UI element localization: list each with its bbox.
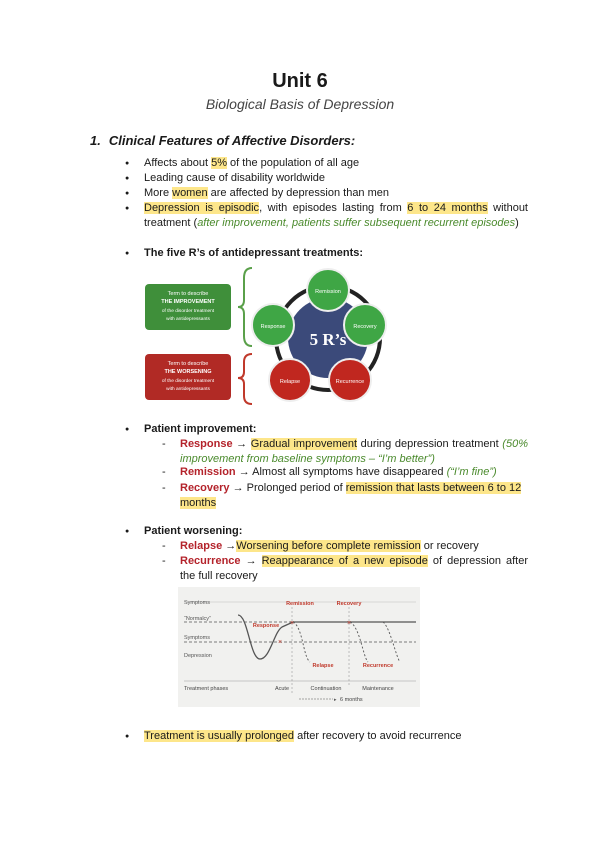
list-item: ● Depression is episodic, with episodes lasting from 6 to 24 months without treatment (after improvement, patients suffer subsequent recurrent episodes) [144,201,528,231]
list-item: ● Affects about 5% of the population of all age [144,156,528,171]
worsening-box-line: with antidepressants [166,387,210,392]
improvement-box-line: of the disorder treatment [161,309,215,314]
worsening-box-line: Term to describe [167,361,209,367]
diagram-label-relapse: Relapse [312,663,334,669]
phase-label: Acute [274,686,290,692]
response-circle-label: Response [260,324,286,330]
list-item: ● Leading cause of disability worldwide [144,171,528,186]
list-item: - Recovery → Prolonged period of remission that lasts between 6 to 12 months [180,481,528,511]
list-item: ● The five R’s of antidepressant treatments: [144,246,528,261]
list-item: ● Patient worsening: [144,524,528,539]
phase-label: Continuation [310,686,342,692]
row-label: Depression [184,653,212,659]
remission-circle-label: Remission [315,289,341,295]
list-item: ● More women are affected by depression than men [144,186,528,201]
recovery-circle-label: Recovery [353,324,377,330]
worsening-box-line: of the disorder treatment [161,379,215,384]
list-item: ● Treatment is usually prolonged after recovery to avoid recurrence [144,729,528,744]
relapse-circle-label: Relapse [279,379,301,385]
page-title: Unit 6 [272,70,328,92]
worsening-box-line: THE WORSENING [164,369,212,375]
recovery-marker: × [346,620,352,627]
center-label: 5 R’s [309,330,347,349]
phase-label: Maintenance [362,686,394,692]
improvement-box-line: THE IMPROVEMENT [161,299,215,305]
diagram-label-remission: Remission [286,601,314,607]
improvement-box-line: with antidepressants [166,317,210,322]
arrow-glyph: ▸ [334,697,337,703]
section-heading: 1. Clinical Features of Affective Disorders: [90,133,356,148]
row-label: Symptoms [184,635,210,641]
diagram-label-recovery: Recovery [336,601,362,607]
list-item: - Remission → Almost all symptoms have disappeared (“I’m fine”) [180,465,528,480]
five-rs-diagram [140,262,440,412]
list-item: - Recurrence → Reappearance of a new episode of depression after the full recovery [180,554,528,584]
improvement-box-line: Term to describe [167,291,209,297]
recurrence-circle-label: Recurrence [335,379,365,385]
page-subtitle: Biological Basis of Depression [205,96,395,112]
row-label: “Normalcy” [184,616,211,622]
treatment-phases-diagram [178,587,420,707]
remission-marker: × [289,620,295,627]
improvement-brace [238,268,252,346]
response-marker: × [277,639,283,646]
diagram-label-response: Response [252,623,280,629]
list-item: ● Patient improvement: [144,422,528,437]
list-item: - Relapse →Worsening before complete remission or recovery [180,539,528,554]
phase-label: Treatment phases [184,686,229,692]
duration-label: 6 months [340,697,363,703]
worsening-brace [238,354,252,404]
diagram-label-recurrence: Recurrence [362,663,394,669]
list-item: - Response → Gradual improvement during depression treatment (50% improvement from baseline symptoms – “I’m better”) [180,437,528,467]
row-label: Symptoms [184,600,210,606]
